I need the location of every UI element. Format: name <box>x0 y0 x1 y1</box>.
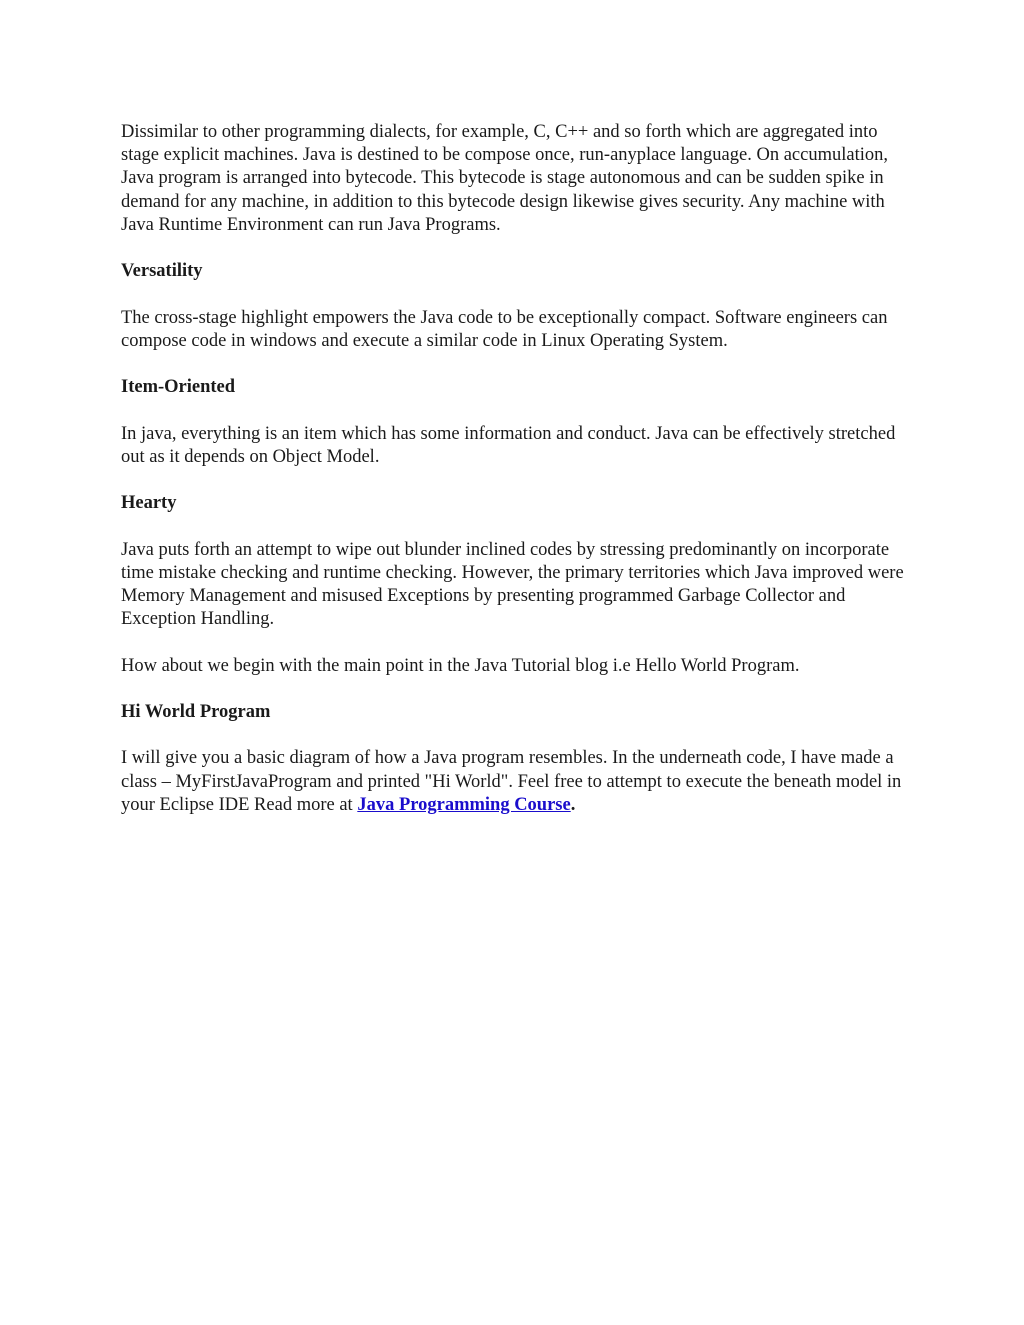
java-programming-course-link[interactable]: Java Programming Course <box>357 794 571 815</box>
final-period: . <box>570 794 576 815</box>
heading-hearty: Hearty <box>121 493 177 514</box>
begin-paragraph: How about we begin with the main point in the Java Tutorial blog i.e Hello World Program. <box>121 655 800 676</box>
hearty-paragraph: Java puts forth an attempt to wipe out blunder inclined codes by stressing predominantly on incorporate time mistake checking and runtime checking. However, the primary territories which Java improved were Memory Management and misused Exceptions by presenting programmed Garbage Collector and Exception Handling. <box>121 539 904 630</box>
document-body <box>121 121 911 840</box>
versatility-paragraph: The cross-stage highlight empowers the Java code to be exceptionally compact. Software engineers can compose code in windows and execute a similar code in Linux Operating System. <box>121 307 888 351</box>
intro-paragraph: Dissimilar to other programming dialects, for example, C, C++ and so forth which are aggregated into stage explicit machines. Java is destined to be compose once, run-anyplace language. On accumulation, Java program is arranged into bytecode. This bytecode is stage autonomous and can be sudden spike in demand for any machine, in addition to this bytecode design likewise gives security. Any machine with Java Runtime Environment can run Java Programs. <box>121 122 888 235</box>
heading-item-oriented: Item-Oriented <box>121 377 236 398</box>
heading-hi-world-program: Hi World Program <box>121 701 271 722</box>
final-paragraph-text: I will give you a basic diagram of how a Java program resembles. In the underneath code, I have made a class – MyFirstJavaProgram and printed "Hi World". Feel free to attempt to execute the beneath model in your Eclipse IDE Read more at <box>121 748 902 815</box>
final-paragraph <box>121 747 911 817</box>
heading-versatility: Versatility <box>121 261 203 282</box>
item-oriented-paragraph: In java, everything is an item which has some information and conduct. Java can be effectively stretched out as it depends on Object Model. <box>121 423 896 467</box>
